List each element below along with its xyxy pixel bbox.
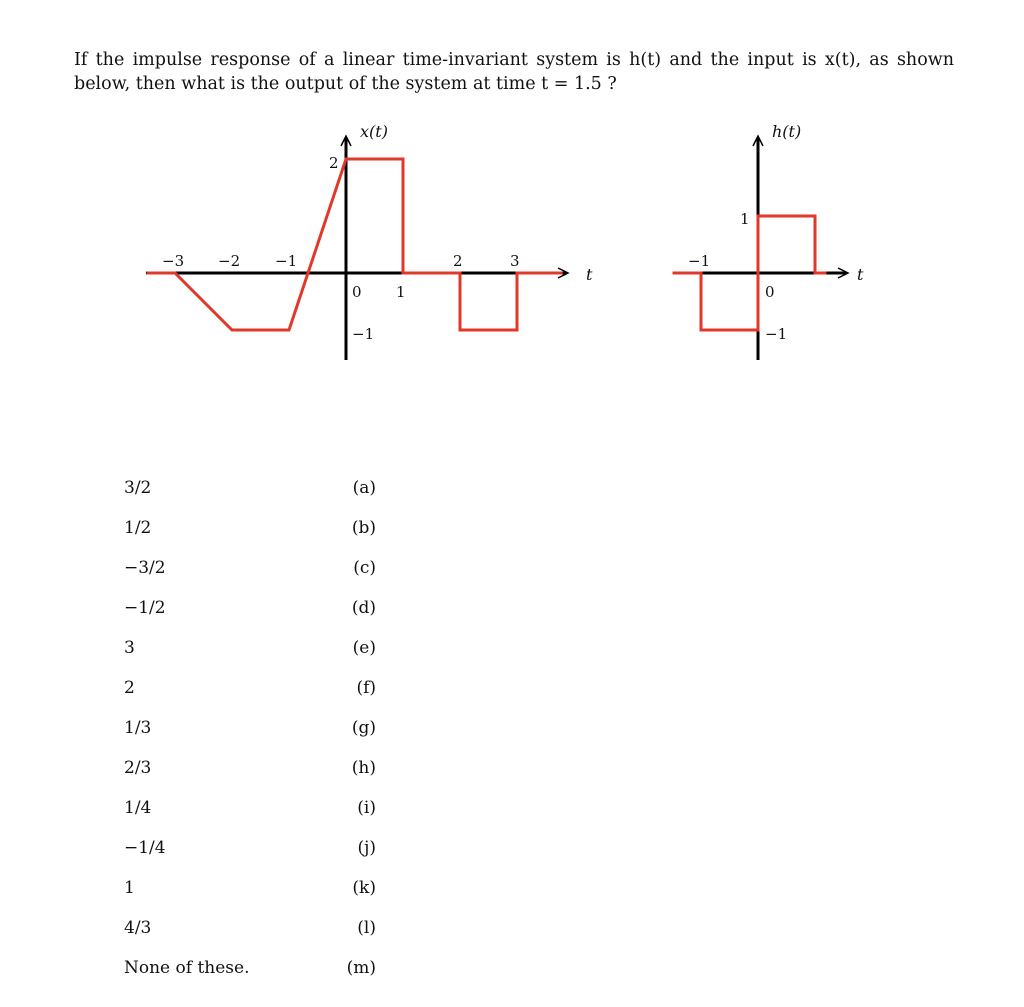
option-b[interactable]: (b) 1/2 [124,518,376,538]
x-tick-0: 0 [352,283,362,301]
option-i[interactable]: (i) 1/4 [124,798,376,818]
x-plot-title: x(t) [360,122,388,141]
h-plot-axes [673,136,848,360]
option-e[interactable]: (e) 3 [124,638,376,658]
option-g[interactable]: (g) 1/3 [124,718,376,738]
x-tick-1: 1 [396,283,406,301]
x-ytick-2: 2 [329,154,339,172]
option-a[interactable]: (a) 3/2 [124,478,376,498]
h-ytick-1: 1 [740,210,750,228]
x-ytick-neg1: −1 [352,325,375,343]
option-d[interactable]: (d) −1/2 [124,598,376,618]
h-plot-title: h(t) [772,122,802,141]
x-tick-3: 3 [510,252,520,270]
question-line-2: below, then what is the output of the system at time t = 1.5 ? [74,74,617,94]
h-ytick-neg1: −1 [765,325,788,343]
option-c[interactable]: (c) −3/2 [124,558,376,578]
option-m[interactable]: (m) None of these. [124,958,376,978]
x-tick-neg2: −2 [218,252,241,270]
x-tick-2: 2 [453,252,463,270]
option-j[interactable]: (j) −1/4 [124,838,376,858]
h-tick-0: 0 [765,283,775,301]
h-plot-t-label: t [857,265,864,284]
option-h[interactable]: (h) 2/3 [124,758,376,778]
x-tick-neg1: −1 [275,252,298,270]
x-signal-curve [147,159,563,330]
x-plot-t-label: t [586,265,593,284]
option-k[interactable]: (k) 1 [124,878,376,898]
question-line-1: If the impulse response of a linear time-invariant system is h(t) and the input is x(t), as shown [74,50,954,70]
h-tick-neg1: −1 [688,252,711,270]
option-f[interactable]: (f) 2 [124,678,376,698]
option-l[interactable]: (l) 4/3 [124,918,376,938]
x-tick-neg3: −3 [162,252,185,270]
